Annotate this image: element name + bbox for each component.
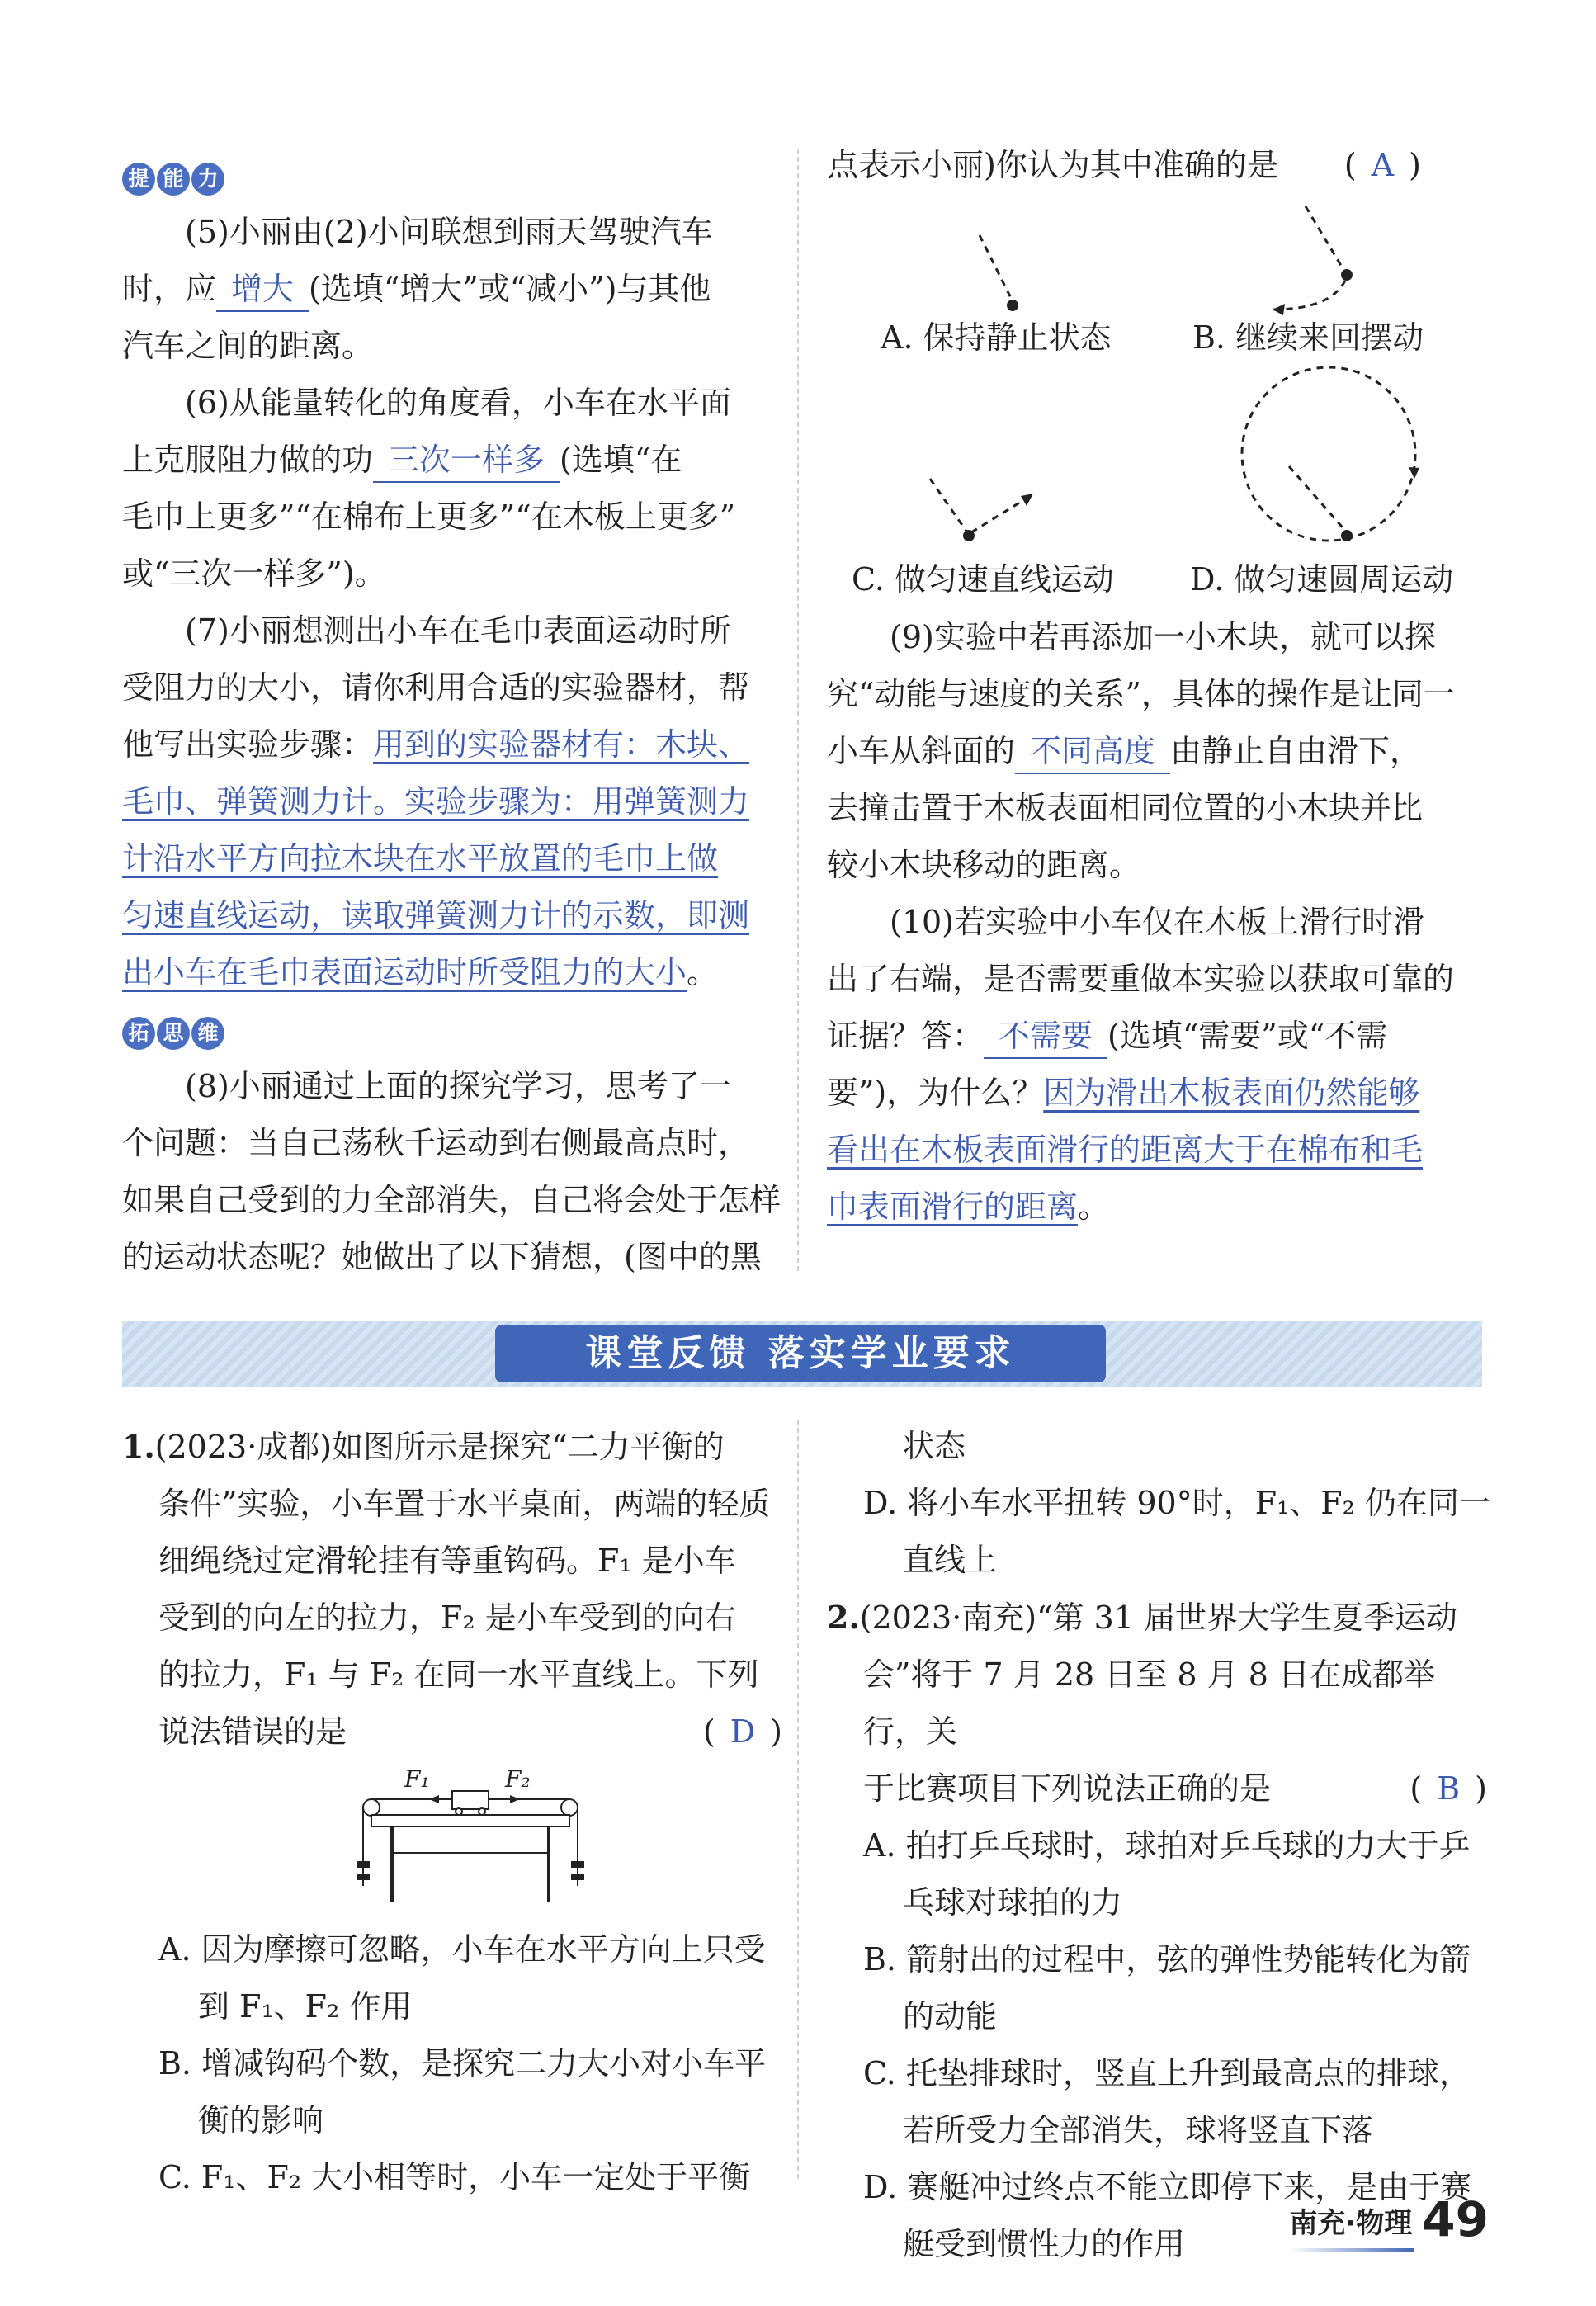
table-top xyxy=(371,1815,569,1826)
footer-underline xyxy=(1289,2248,1414,2252)
q10-line: 出了右端，是否需要重做本实验以获取可靠的 xyxy=(827,961,1455,997)
q8-line: (8)小丽通过上面的探究学习，思考了一 xyxy=(185,1068,731,1104)
question-1-options-cont xyxy=(863,1418,1490,1589)
q6-line: 或“三次一样多”)。 xyxy=(122,555,386,592)
q2-option-c: 若所受力全部消失，球将竖直下落 xyxy=(903,2112,1374,2148)
badge-char: 思 xyxy=(157,1017,190,1050)
q8-options-figure xyxy=(827,194,1487,623)
question-1: 1.(2023·成都)如图所示是探究“二力平衡的 条件”实验，小车置于水平桌面，两端的轻质 细绳绕过定滑轮挂有等重钩码。F₁ 是小车 受到的向左的拉力，F₂ 是小车受到的向右 的拉力，F₁ 与 F₂ 在同一水平直线上。下列 说法错误的是 ( D ) xyxy=(122,1418,782,1760)
two-force-balance-figure xyxy=(355,1762,586,1919)
q2-option-a: A. 拍打乒乓球时，球拍对乒乓球的力大于乒 xyxy=(863,1827,1471,1864)
q9-line: 较小木块移动的距离。 xyxy=(827,847,1141,883)
answer-q1: D xyxy=(730,1713,756,1750)
q2-line: 会”将于 7 月 28 日至 8 月 8 日在成都举行，关 xyxy=(863,1656,1435,1750)
q1-line: 的拉力，F₁ 与 F₂ 在同一水平直线上。下列 xyxy=(158,1656,759,1693)
q2-option-d: 艇受到惯性力的作用 xyxy=(903,2226,1186,2262)
answer-q7: 匀速直线运动，读取弹簧测力计的示数，即测 xyxy=(122,897,750,933)
column-divider xyxy=(797,1420,799,2179)
weight-left xyxy=(357,1861,370,1868)
question-1-options xyxy=(158,1921,786,2206)
pulley-right xyxy=(561,1799,578,1816)
dot-a xyxy=(1007,300,1018,311)
badge-char: 维 xyxy=(191,1017,224,1050)
q1-option-a: 到 F₁、F₂ 作用 xyxy=(198,1988,413,2025)
option-c-label: C. 做匀速直线运动 xyxy=(852,561,1114,598)
q5-line: 汽车之间的距离。 xyxy=(122,328,374,364)
q2-option-d: D. 赛艇冲过终点不能立即停下来，是由于赛 xyxy=(863,2169,1472,2205)
q9-line: 究“动能与速度的关系”，具体的操作是让同一 xyxy=(827,676,1455,712)
q1-option-b: 衡的影响 xyxy=(198,2102,324,2138)
q9-line: 去撞击置于木板表面相同位置的小木块并比 xyxy=(827,790,1424,826)
q2-option-b: B. 箭射出的过程中，弦的弹性势能转化为箭 xyxy=(863,1941,1471,1978)
cart xyxy=(452,1791,489,1809)
answer-q10: 不需要 xyxy=(984,1014,1107,1059)
q6-line: 上克服阻力做的功 三次一样多 (选填“在 xyxy=(122,432,782,489)
answer-q7: 毛巾、弹簧测力计。实验步骤为：用弹簧测力 xyxy=(122,783,750,820)
badge-char: 能 xyxy=(157,163,190,196)
label-f2: F₂ xyxy=(505,1765,531,1793)
q6-line: 毛巾上更多”“在棉布上更多”“在木板上更多” xyxy=(122,499,736,535)
question-number: 2. xyxy=(827,1599,860,1636)
question-number: 1. xyxy=(122,1428,155,1465)
q1-option-d: 直线上 xyxy=(903,1542,998,1578)
option-d-label: D. 做匀速圆周运动 xyxy=(1190,561,1454,598)
answer-q10-reason: 巾表面滑行的距离 xyxy=(827,1188,1079,1225)
answer-q7: 用到的实验器材有：木块、 xyxy=(373,726,750,763)
q1-line: 受到的向左的拉力，F₂ 是小车受到的向右 xyxy=(158,1600,736,1636)
q1-option-c: 状态 xyxy=(903,1428,966,1464)
q5-line: 时，应 增大 (选填“增大”或“减小”)与其他 xyxy=(122,261,782,318)
q7-line: 受阻力的大小，请你利用合适的实验器材，帮 xyxy=(122,669,750,706)
q10-line: 要”)，为什么？因为滑出木板表面仍然能够 xyxy=(827,1075,1420,1111)
q1-option-c: C. F₁、F₂ 大小相等时，小车一定处于平衡 xyxy=(158,2159,751,2195)
dot-b xyxy=(1341,269,1353,281)
q10-line: 巾表面滑行的距离。 xyxy=(827,1188,1110,1225)
question-2: 2.(2023·南充)“第 31 届世界大学生夏季运动 会”将于 7 月 28 日至 8 月 8 日在成都举行，关 于比赛项目下列说法正确的是 ( B ) A. 拍打乒乓球时，球拍对乒乓球的力大于乒 乓球对球拍的力 B. 箭射出的过程中，弦的弹性势能转化为箭 的动能 C. 托垫排球时，竖直上升到最高点的排球， 若所受力全部消失，球将竖直下落 D. 赛艇冲过终点不能立即停下来，是由于赛 艇受到惯性力的作用 xyxy=(827,1589,1487,2273)
answer-q10-reason: 看出在木板表面滑行的距离大于在棉布和毛 xyxy=(827,1132,1424,1168)
badge-char: 力 xyxy=(191,163,224,196)
q8-line: 点表示小丽)你认为其中准确的是 ( A ) xyxy=(827,137,1487,194)
q5-line: (5)小丽由(2)小问联想到雨天驾驶汽车 xyxy=(185,214,713,250)
dot-d xyxy=(1341,530,1353,541)
q1-option-d: D. 将小车水平扭转 90°时，F₁、F₂ 仍在同一 xyxy=(863,1485,1490,1521)
pulley-left xyxy=(363,1799,380,1816)
q2-line: 于比赛项目下列说法正确的是 ( B ) xyxy=(827,1760,1487,1817)
section-title: 课堂反馈 落实学业要求 xyxy=(495,1325,1106,1382)
q1-option-a: A. 因为摩擦可忽略，小车在水平方向上只受 xyxy=(158,1931,766,1968)
answer-q7: 计沿水平方向拉木块在水平放置的毛巾上做 xyxy=(122,840,719,877)
q9-line: 小车从斜面的 不同高度 由静止自由滑下， xyxy=(827,723,1487,780)
badge-char: 拓 xyxy=(122,1017,155,1050)
left-column xyxy=(122,147,782,1286)
q2-option-c: C. 托垫排球时，竖直上升到最高点的排球， xyxy=(863,2055,1471,2091)
answer-q2: B xyxy=(1437,1770,1461,1807)
q10-line: 证据？答： 不需要 (选填“需要”或“不需 xyxy=(827,1008,1487,1065)
option-a-label: A. 保持静止状态 xyxy=(881,319,1112,356)
q6-line: (6)从能量转化的角度看，小车在水平面 xyxy=(185,385,731,421)
badge-char: 提 xyxy=(122,163,155,196)
q8-line: 个问题：当自己荡秋千运动到右侧最高点时， xyxy=(122,1125,750,1161)
answer-q7: 出小车在毛巾表面运动时所受阻力的大小 xyxy=(122,954,687,990)
answer-q6: 三次一样多 xyxy=(373,438,560,483)
answer-q8: A xyxy=(1371,147,1395,183)
q7-line: (7)小丽想测出小车在毛巾表面运动时所 xyxy=(185,612,731,649)
weight-right xyxy=(571,1861,584,1868)
page-footer xyxy=(1289,2191,1489,2247)
label-f1: F₁ xyxy=(404,1765,430,1793)
right-column xyxy=(827,137,1487,194)
answer-q9: 不同高度 xyxy=(1015,730,1170,774)
ability-badge xyxy=(122,163,224,196)
q1-option-b: B. 增减钩码个数，是探究二力大小对小车平 xyxy=(158,2045,767,2082)
column-divider xyxy=(797,149,799,1271)
q8-line: 的运动状态呢？她做出了以下猜想，(图中的黑 xyxy=(122,1239,762,1275)
q2-option-a: 乓球对球拍的力 xyxy=(903,1884,1123,1921)
option-b-label: B. 继续来回摆动 xyxy=(1192,319,1424,356)
q1-line: 条件”实验，小车置于水平桌面，两端的轻质 xyxy=(158,1486,771,1522)
q2-option-b: 的动能 xyxy=(903,1998,998,2034)
q10-line: (10)若实验中小车仅在木板上滑行时滑 xyxy=(890,904,1425,940)
answer-q5: 增大 xyxy=(216,267,309,312)
right-column-lower xyxy=(827,609,1487,1236)
thinking-badge xyxy=(122,1017,224,1050)
q7-line: 出小车在毛巾表面运动时所受阻力的大小。 xyxy=(122,954,719,990)
footer-subject: 南充·物理 xyxy=(1289,2207,1413,2240)
answer-q10-reason: 因为滑出木板表面仍然能够 xyxy=(1043,1075,1420,1111)
q9-line: (9)实验中若再添加一小木块，就可以探 xyxy=(890,619,1436,655)
q8-line: 如果自己受到的力全部消失，自己将会处于怎样 xyxy=(122,1182,781,1218)
q1-line: 细绳绕过定滑轮挂有等重钩码。F₁ 是小车 xyxy=(158,1543,736,1579)
q1-line: 说法错误的是 ( D ) xyxy=(122,1704,782,1760)
page-number: 49 xyxy=(1422,2191,1489,2247)
q7-line: 他写出实验步骤：用到的实验器材有：木块、 xyxy=(122,726,750,763)
